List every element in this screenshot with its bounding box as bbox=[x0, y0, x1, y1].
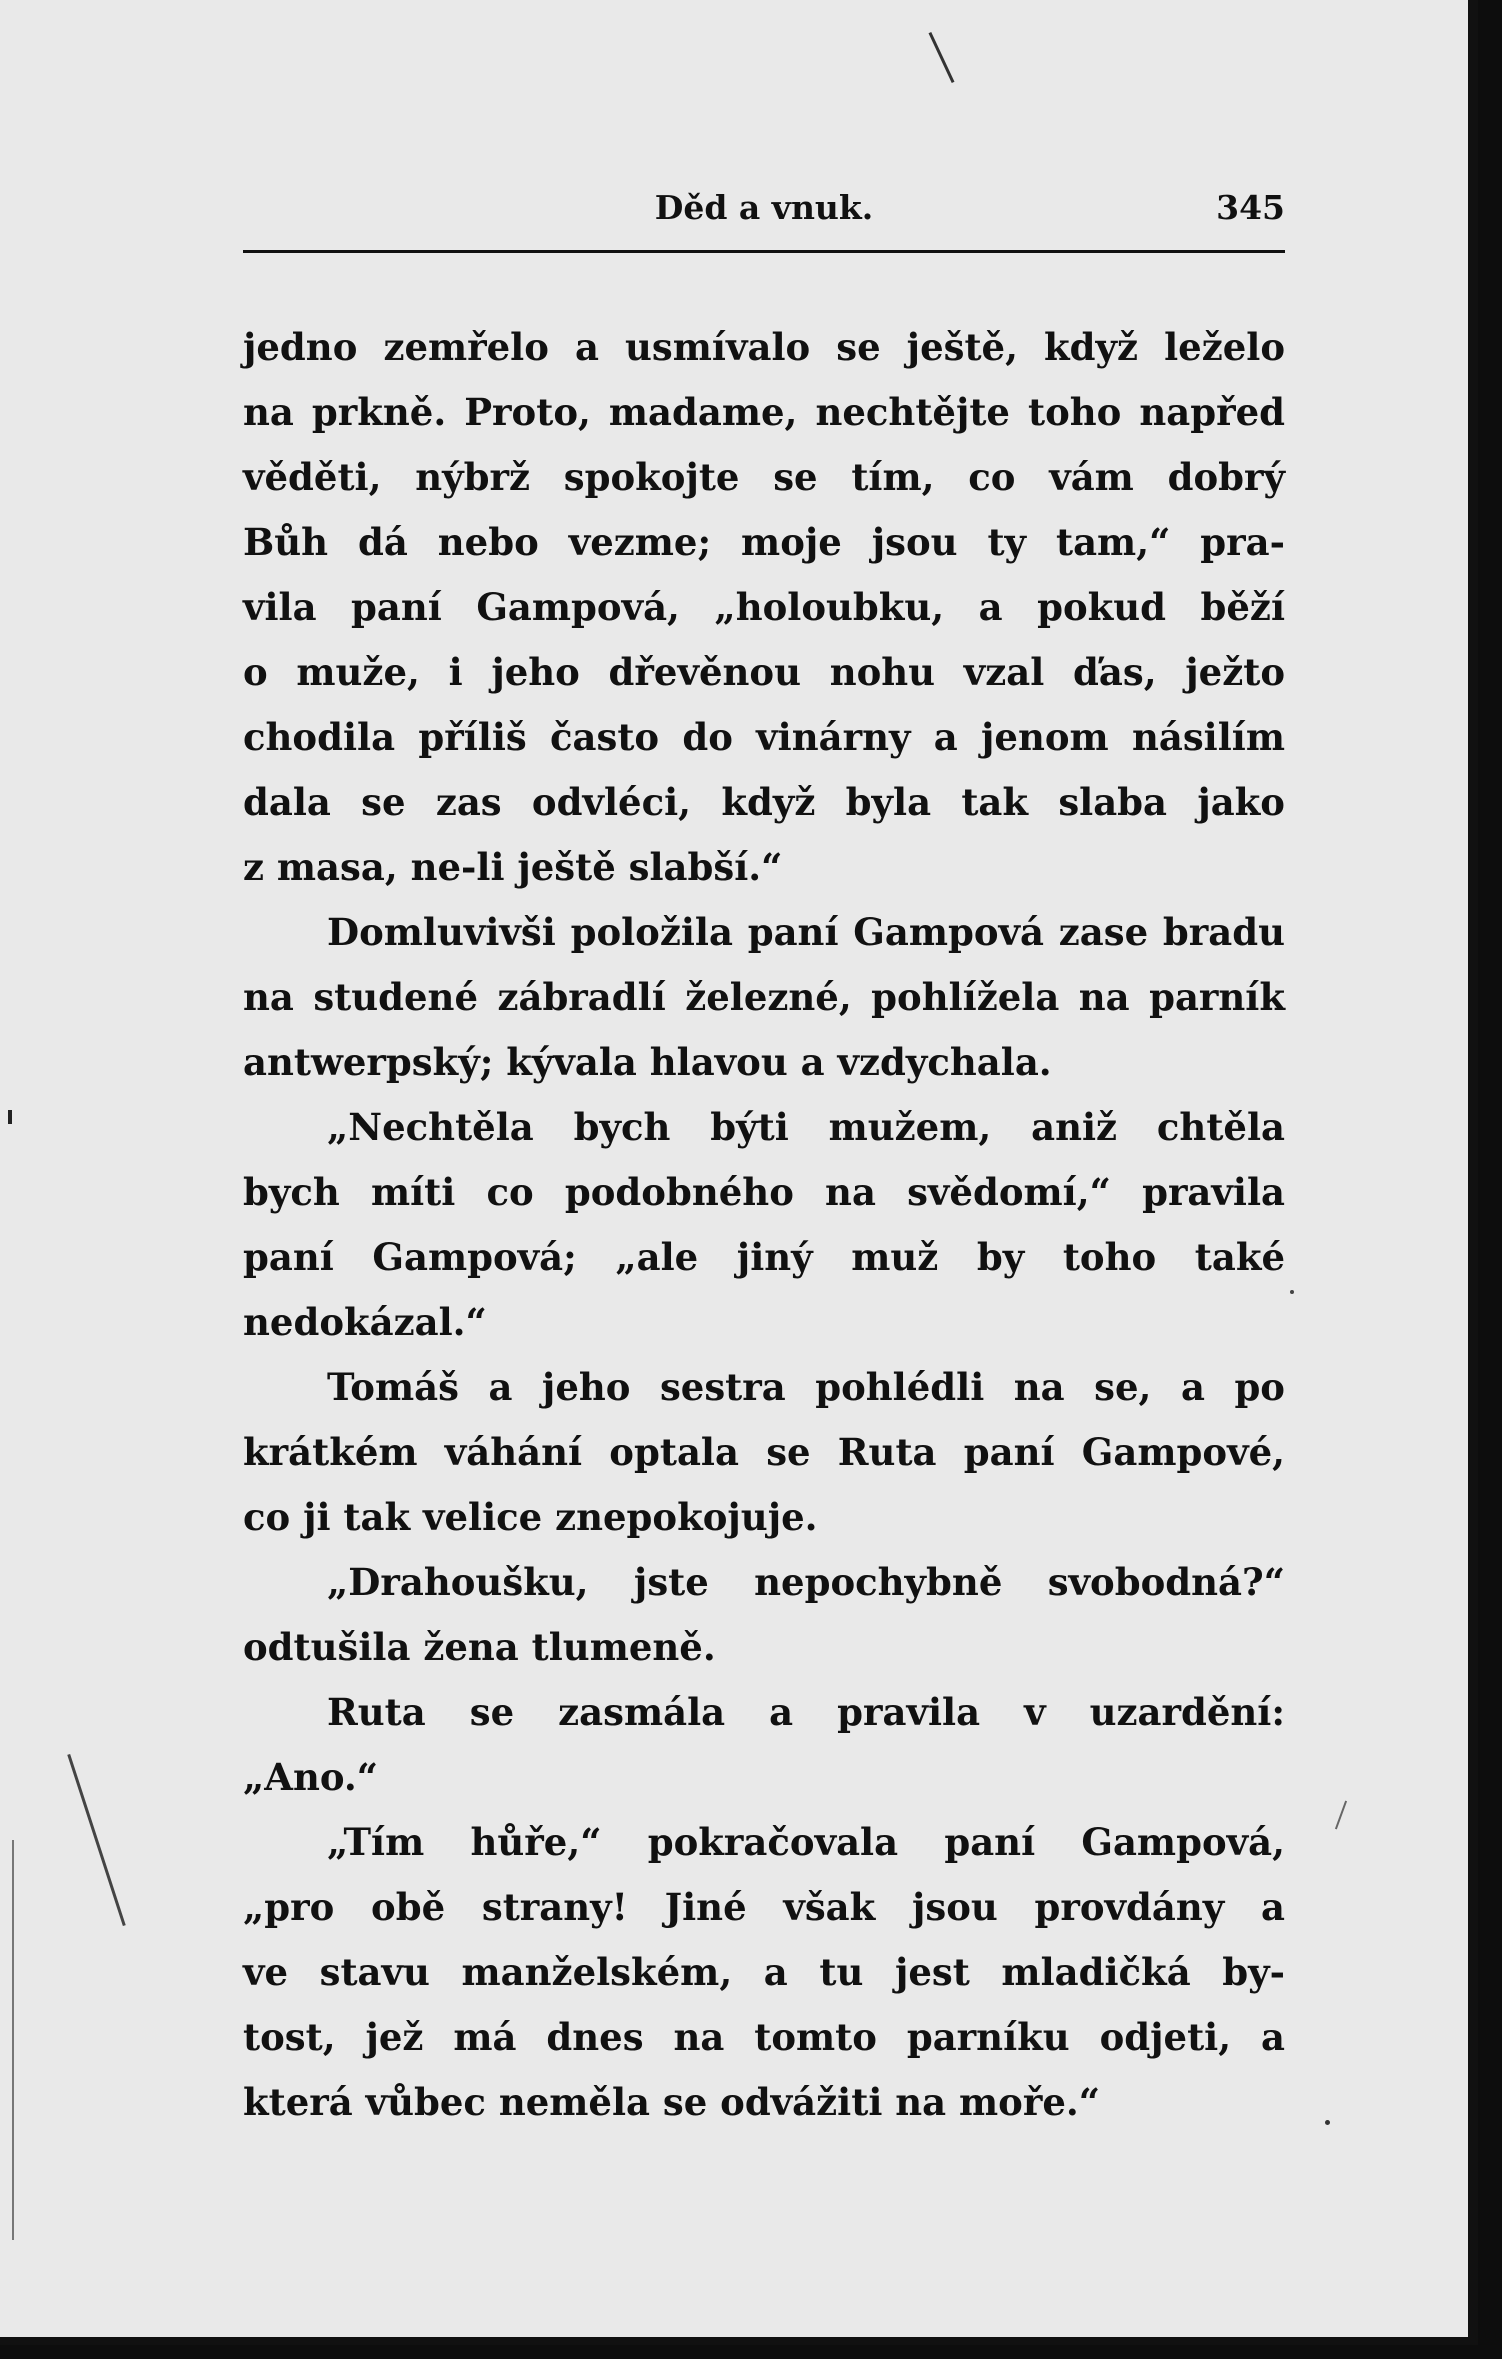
text-line: „pro obě strany! Jiné však jsou provdány a bbox=[243, 1885, 1285, 1929]
scan-artifact bbox=[12, 1840, 14, 2240]
text-line: dala se zas odvléci, když byla tak slaba jako bbox=[243, 780, 1285, 824]
scan-artifact bbox=[8, 1110, 12, 1124]
text-line: krátkém váhání optala se Ruta paní Gampové, bbox=[243, 1430, 1285, 1474]
text-line: co ji tak velice znepokojuje. bbox=[243, 1495, 818, 1539]
text-line: bych míti co podobného na svědomí,“ pravila bbox=[243, 1170, 1285, 1214]
text-line: Domluvivši položila paní Gampová zase bradu bbox=[327, 910, 1285, 954]
text-line: z masa, ne-li ještě slabší.“ bbox=[243, 845, 783, 889]
scan-artifact bbox=[67, 1754, 125, 1926]
chapter-title: Děd a vnuk. bbox=[654, 188, 874, 227]
text-line: Tomáš a jeho sestra pohlédli na se, a po bbox=[327, 1365, 1285, 1409]
text-line: která vůbec neměla se odvážiti na moře.“ bbox=[243, 2080, 1101, 2124]
text-line: odtušila žena tlumeně. bbox=[243, 1625, 716, 1669]
text-line: Ruta se zasmála a pravila v uzardění: bbox=[327, 1690, 1285, 1734]
text-line: jedno zemřelo a usmívalo se ještě, když leželo bbox=[243, 325, 1285, 369]
body-text bbox=[243, 315, 1285, 2135]
text-line: o muže, i jeho dřevěnou nohu vzal ďas, ježto bbox=[243, 650, 1285, 694]
header-rule bbox=[243, 250, 1285, 253]
text-line: „Tím hůře,“ pokračovala paní Gampová, bbox=[327, 1820, 1285, 1864]
text-line: na studené zábradlí železné, pohlížela na parník bbox=[243, 975, 1285, 1019]
text-line: věděti, nýbrž spokojte se tím, co vám dobrý bbox=[243, 455, 1285, 499]
text-line: paní Gampová; „ale jiný muž by toho také bbox=[243, 1235, 1285, 1279]
text-line: nedokázal.“ bbox=[243, 1300, 487, 1344]
scan-artifact bbox=[1335, 1801, 1347, 1830]
scan-artifact bbox=[929, 32, 955, 83]
text-line: „Ano.“ bbox=[243, 1755, 379, 1799]
text-line: ve stavu manželském, a tu jest mladičká by- bbox=[243, 1950, 1285, 1994]
text-line: na prkně. Proto, madame, nechtějte toho napřed bbox=[243, 390, 1285, 434]
text-line: „Drahoušku, jste nepochybně svobodná?“ bbox=[327, 1560, 1285, 1604]
scan-artifact bbox=[1325, 2120, 1330, 2125]
scan-artifact bbox=[1290, 1290, 1294, 1294]
text-line: „Nechtěla bych býti mužem, aniž chtěla bbox=[327, 1105, 1285, 1149]
text-line: Bůh dá nebo vezme; moje jsou ty tam,“ pra- bbox=[243, 520, 1285, 564]
text-line: antwerpský; kývala hlavou a vzdychala. bbox=[243, 1040, 1052, 1084]
running-header bbox=[243, 188, 1285, 234]
page-number: 345 bbox=[1216, 188, 1285, 227]
text-line: chodila příliš často do vinárny a jenom násilím bbox=[243, 715, 1285, 759]
text-line: tost, jež má dnes na tomto parníku odjeti, a bbox=[243, 2015, 1285, 2059]
text-line: vila paní Gampová, „holoubku, a pokud běží bbox=[243, 585, 1285, 629]
